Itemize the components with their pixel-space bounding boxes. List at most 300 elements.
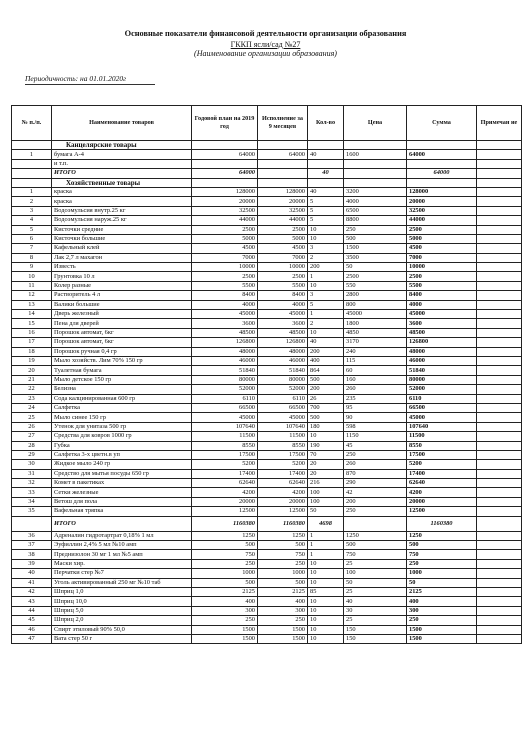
empty-cell [308, 178, 344, 187]
row-number: 25 [12, 413, 52, 422]
table-row [12, 272, 522, 281]
plan-value: 2500 [192, 225, 258, 234]
price-value: 500 [344, 541, 407, 550]
execution-value: 6110 [258, 394, 308, 403]
table-row [12, 253, 522, 262]
execution-value: 17400 [258, 469, 308, 478]
execution-value: 48500 [258, 328, 308, 337]
row-number: 1 [12, 150, 52, 159]
table-row [12, 394, 522, 403]
execution-value: 4500 [258, 244, 308, 253]
table-row [12, 319, 522, 328]
quantity-value: 10 [308, 225, 344, 234]
row-number: 24 [12, 403, 52, 412]
execution-value: 400 [258, 597, 308, 606]
quantity-value: 500 [308, 413, 344, 422]
plan-value: 4200 [192, 488, 258, 497]
row-number: 2 [12, 197, 52, 206]
empty-cell [477, 141, 522, 150]
note-cell [477, 541, 522, 550]
item-name: Дверь железный [52, 310, 192, 319]
table-row [12, 187, 522, 196]
table-row [12, 422, 522, 431]
execution-value [258, 159, 308, 168]
total-label: ИТОГО [52, 169, 192, 178]
price-value: 25 [344, 559, 407, 568]
execution-value: 128000 [258, 187, 308, 196]
note-cell [477, 159, 522, 168]
item-name: Адреналин гидротартрат 0,18% 1 мл [52, 531, 192, 540]
price-value: 6500 [344, 206, 407, 215]
quantity-value: 180 [308, 422, 344, 431]
price-value: 260 [344, 460, 407, 469]
row-number: 6 [12, 234, 52, 243]
table-row [12, 159, 522, 168]
note-cell [477, 497, 522, 506]
row-number: 38 [12, 550, 52, 559]
execution-value: 44000 [258, 216, 308, 225]
note-cell [477, 385, 522, 394]
item-name: Мыло синее 150 гр [52, 413, 192, 422]
plan-value: 80000 [192, 375, 258, 384]
quantity-value: 190 [308, 441, 344, 450]
table-row [12, 281, 522, 290]
sum-value: 11500 [407, 432, 477, 441]
note-cell [477, 394, 522, 403]
price-value: 45000 [344, 310, 407, 319]
col-header-note: Примечан ие [477, 106, 522, 141]
table-row [12, 328, 522, 337]
item-name: Вафельная тряпка [52, 507, 192, 516]
sum-value: 4500 [407, 244, 477, 253]
note-cell [477, 516, 522, 531]
note-cell [477, 597, 522, 606]
section-title: Канцелярские товары [52, 141, 192, 150]
row-number: 31 [12, 469, 52, 478]
note-cell [477, 169, 522, 178]
table-row [12, 541, 522, 550]
item-name: Сетки железные [52, 488, 192, 497]
sum-value: 7000 [407, 253, 477, 262]
execution-value: 2500 [258, 272, 308, 281]
table-row [12, 403, 522, 412]
total-sum: 64000 [407, 169, 477, 178]
note-cell [477, 366, 522, 375]
row-number: 45 [12, 616, 52, 625]
household-total-row [12, 516, 522, 531]
plan-value: 20000 [192, 497, 258, 506]
table-row [12, 197, 522, 206]
sum-value: 20000 [407, 497, 477, 506]
price-value: 95 [344, 403, 407, 412]
total-execution: 1160380 [258, 516, 308, 531]
execution-value: 250 [258, 559, 308, 568]
quantity-value: 1 [308, 550, 344, 559]
plan-value: 1000 [192, 569, 258, 578]
table-row [12, 263, 522, 272]
execution-value: 46000 [258, 356, 308, 365]
price-value: 550 [344, 281, 407, 290]
quantity-value: 50 [308, 507, 344, 516]
quantity-value: 40 [308, 150, 344, 159]
price-value: 750 [344, 550, 407, 559]
quantity-value: 1 [308, 272, 344, 281]
plan-value: 3600 [192, 319, 258, 328]
plan-value: 126800 [192, 338, 258, 347]
sum-value: 46000 [407, 356, 477, 365]
execution-value: 5000 [258, 234, 308, 243]
note-cell [477, 531, 522, 540]
sum-value: 48500 [407, 328, 477, 337]
total-sum: 1160380 [407, 516, 477, 531]
col-header-execution: Исполнение за 9 месяцев [258, 106, 308, 141]
item-name: Валики большие [52, 300, 192, 309]
sum-value: 3600 [407, 319, 477, 328]
plan-value: 11500 [192, 432, 258, 441]
row-number: 39 [12, 559, 52, 568]
plan-value: 62640 [192, 479, 258, 488]
note-cell [477, 338, 522, 347]
row-number: 34 [12, 497, 52, 506]
item-name: Ветош для пола [52, 497, 192, 506]
empty-cell [407, 141, 477, 150]
table-row [12, 234, 522, 243]
col-header-sum: Сумма [407, 106, 477, 141]
note-cell [477, 403, 522, 412]
note-cell [477, 422, 522, 431]
execution-value: 12500 [258, 507, 308, 516]
periodicity-underline [25, 84, 155, 85]
item-name: Шприц 5,0 [52, 606, 192, 615]
plan-value: 66500 [192, 403, 258, 412]
execution-value: 500 [258, 541, 308, 550]
table-row [12, 569, 522, 578]
row-number: 14 [12, 310, 52, 319]
total-price [344, 169, 407, 178]
table-row [12, 497, 522, 506]
row-number: 46 [12, 625, 52, 634]
item-name: Растворитель 4 л [52, 291, 192, 300]
sum-value: 10000 [407, 263, 477, 272]
sum-value: 500 [407, 541, 477, 550]
sum-value: 5200 [407, 460, 477, 469]
table-row [12, 479, 522, 488]
row-number: 28 [12, 441, 52, 450]
quantity-value: 5 [308, 216, 344, 225]
row-number: 29 [12, 450, 52, 459]
price-value: 1800 [344, 319, 407, 328]
plan-value: 500 [192, 578, 258, 587]
note-cell [477, 587, 522, 596]
row-number: 26 [12, 422, 52, 431]
sum-value: 2500 [407, 225, 477, 234]
price-value: 60 [344, 366, 407, 375]
total-label: ИТОГО [52, 516, 192, 531]
row-number: 18 [12, 347, 52, 356]
execution-value: 52000 [258, 385, 308, 394]
row-number [12, 159, 52, 168]
row-number: 7 [12, 244, 52, 253]
execution-value: 20000 [258, 197, 308, 206]
plan-value: 32500 [192, 206, 258, 215]
row-number: 17 [12, 338, 52, 347]
note-cell [477, 187, 522, 196]
execution-value: 3600 [258, 319, 308, 328]
table-row [12, 310, 522, 319]
plan-value: 48000 [192, 347, 258, 356]
item-name: краска [52, 197, 192, 206]
quantity-value: 5 [308, 197, 344, 206]
periodicity-label: Периодичность: на 01.01.2020г [25, 74, 127, 83]
plan-value: 44000 [192, 216, 258, 225]
plan-value: 20000 [192, 197, 258, 206]
empty-cell [12, 178, 52, 187]
item-name: Грунтовка 10 л [52, 272, 192, 281]
plan-value: 7000 [192, 253, 258, 262]
sum-value: 1500 [407, 634, 477, 643]
sum-value: 107640 [407, 422, 477, 431]
quantity-value: 10 [308, 569, 344, 578]
table-row [12, 559, 522, 568]
empty-cell [192, 141, 258, 150]
quantity-value: 10 [308, 616, 344, 625]
col-header-name: Наименование товаров [52, 106, 192, 141]
table-row [12, 338, 522, 347]
quantity-value: 70 [308, 450, 344, 459]
row-number: 35 [12, 507, 52, 516]
total-quantity: 40 [308, 169, 344, 178]
plan-value: 1500 [192, 625, 258, 634]
financial-table [11, 105, 522, 644]
row-number: 5 [12, 225, 52, 234]
empty-cell [344, 178, 407, 187]
document-title: Основные показатели финансовой деятельности организации образования [124, 29, 407, 38]
row-number: 11 [12, 281, 52, 290]
table-row [12, 347, 522, 356]
plan-value: 5200 [192, 460, 258, 469]
sum-value: 45000 [407, 310, 477, 319]
row-number: 42 [12, 587, 52, 596]
note-cell [477, 253, 522, 262]
note-cell [477, 559, 522, 568]
row-number: 21 [12, 375, 52, 384]
office-total-row [12, 169, 522, 178]
price-value: 235 [344, 394, 407, 403]
note-cell [477, 281, 522, 290]
table-row [12, 634, 522, 643]
sum-value: 44000 [407, 216, 477, 225]
execution-value: 126800 [258, 338, 308, 347]
item-name: Уголь активированный 250 мг №10 таб [52, 578, 192, 587]
sum-value: 5000 [407, 234, 477, 243]
sum-value: 400 [407, 597, 477, 606]
note-cell [477, 616, 522, 625]
table-row [12, 413, 522, 422]
sum-value: 8550 [407, 441, 477, 450]
item-name: Колер разные [52, 281, 192, 290]
item-name: Пена для дверей [52, 319, 192, 328]
note-cell [477, 272, 522, 281]
empty-cell [344, 141, 407, 150]
price-value: 150 [344, 625, 407, 634]
quantity-value [308, 159, 344, 168]
table-row [12, 625, 522, 634]
empty-cell [12, 169, 52, 178]
item-name: Салфетка [52, 403, 192, 412]
execution-value: 107640 [258, 422, 308, 431]
plan-value: 250 [192, 559, 258, 568]
execution-value: 32500 [258, 206, 308, 215]
quantity-value: 10 [308, 634, 344, 643]
price-value: 3200 [344, 187, 407, 196]
price-value: 4850 [344, 328, 407, 337]
note-cell [477, 234, 522, 243]
quantity-value: 10 [308, 432, 344, 441]
note-cell [477, 328, 522, 337]
table-row [12, 469, 522, 478]
empty-cell [258, 178, 308, 187]
item-name: Мыло хозяйств. Лим 70% 150 гр [52, 356, 192, 365]
row-number: 32 [12, 479, 52, 488]
quantity-value: 10 [308, 597, 344, 606]
sum-value: 2125 [407, 587, 477, 596]
plan-value: 45000 [192, 413, 258, 422]
row-number: 15 [12, 319, 52, 328]
quantity-value: 700 [308, 403, 344, 412]
item-name: Известь [52, 263, 192, 272]
table-row [12, 578, 522, 587]
execution-value: 45000 [258, 413, 308, 422]
col-header-number: № п./п. [12, 106, 52, 141]
note-cell [477, 225, 522, 234]
sum-value: 50 [407, 578, 477, 587]
sum-value: 17400 [407, 469, 477, 478]
row-number: 43 [12, 597, 52, 606]
row-number: 13 [12, 300, 52, 309]
note-cell [477, 356, 522, 365]
sum-value: 51840 [407, 366, 477, 375]
section-office-supplies [12, 141, 522, 150]
total-price [344, 516, 407, 531]
organization-name: ГККП ясли/сад №27 [230, 40, 301, 49]
note-cell [477, 347, 522, 356]
plan-value: 10000 [192, 263, 258, 272]
item-name: Кафельный клей [52, 244, 192, 253]
price-value: 870 [344, 469, 407, 478]
price-value: 1600 [344, 150, 407, 159]
price-value: 42 [344, 488, 407, 497]
sum-value: 8400 [407, 291, 477, 300]
sum-value: 128000 [407, 187, 477, 196]
plan-value [192, 159, 258, 168]
item-name: Водоэмульсия внутр.25 кг [52, 206, 192, 215]
quantity-value: 5 [308, 206, 344, 215]
total-plan: 64000 [192, 169, 258, 178]
note-cell [477, 569, 522, 578]
plan-value: 12500 [192, 507, 258, 516]
price-value: 3500 [344, 253, 407, 262]
quantity-value: 10 [308, 578, 344, 587]
price-value: 45 [344, 441, 407, 450]
note-cell [477, 578, 522, 587]
item-name: и т.п. [52, 159, 192, 168]
note-cell [477, 291, 522, 300]
execution-value: 4000 [258, 300, 308, 309]
quantity-value: 216 [308, 479, 344, 488]
price-value: 1250 [344, 531, 407, 540]
price-value: 1150 [344, 432, 407, 441]
note-cell [477, 441, 522, 450]
note-cell [477, 625, 522, 634]
table-row [12, 225, 522, 234]
item-name: Комет в пакетиках [52, 479, 192, 488]
note-cell [477, 488, 522, 497]
execution-value: 2125 [258, 587, 308, 596]
plan-value: 8550 [192, 441, 258, 450]
plan-value: 6110 [192, 394, 258, 403]
note-cell [477, 206, 522, 215]
execution-value: 10000 [258, 263, 308, 272]
plan-value: 5000 [192, 234, 258, 243]
price-value: 250 [344, 450, 407, 459]
item-name: Жидкое мыло 240 гр [52, 460, 192, 469]
total-quantity: 4698 [308, 516, 344, 531]
plan-value: 2500 [192, 272, 258, 281]
sum-value: 12500 [407, 507, 477, 516]
execution-value: 8550 [258, 441, 308, 450]
note-cell [477, 507, 522, 516]
col-header-quantity: Кол-во [308, 106, 344, 141]
empty-cell [477, 178, 522, 187]
execution-value: 64000 [258, 150, 308, 159]
price-value: 200 [344, 497, 407, 506]
sum-value: 1000 [407, 569, 477, 578]
col-header-price: Цена [344, 106, 407, 141]
quantity-value: 2 [308, 319, 344, 328]
plan-value: 46000 [192, 356, 258, 365]
plan-value: 400 [192, 597, 258, 606]
execution-value: 45000 [258, 310, 308, 319]
item-name: Порошок ручная 0,4 гр [52, 347, 192, 356]
execution-value: 5200 [258, 460, 308, 469]
item-name: Шприц 2,0 [52, 616, 192, 625]
quantity-value: 3 [308, 291, 344, 300]
price-value: 90 [344, 413, 407, 422]
row-number: 9 [12, 263, 52, 272]
item-name: Вата стер 50 г [52, 634, 192, 643]
sum-value [407, 159, 477, 168]
sum-value: 48000 [407, 347, 477, 356]
execution-value: 2500 [258, 225, 308, 234]
table-body [12, 141, 522, 644]
item-name: Перчатки стер №7 [52, 569, 192, 578]
row-number: 3 [12, 206, 52, 215]
price-value: 50 [344, 263, 407, 272]
quantity-value: 400 [308, 356, 344, 365]
plan-value: 4000 [192, 300, 258, 309]
quantity-value: 20 [308, 469, 344, 478]
quantity-value: 3 [308, 244, 344, 253]
row-number: 30 [12, 460, 52, 469]
execution-value: 1500 [258, 634, 308, 643]
table-row [12, 216, 522, 225]
row-number: 22 [12, 385, 52, 394]
plan-value: 17400 [192, 469, 258, 478]
table-row [12, 550, 522, 559]
table-row [12, 366, 522, 375]
price-value: 290 [344, 479, 407, 488]
note-cell [477, 606, 522, 615]
